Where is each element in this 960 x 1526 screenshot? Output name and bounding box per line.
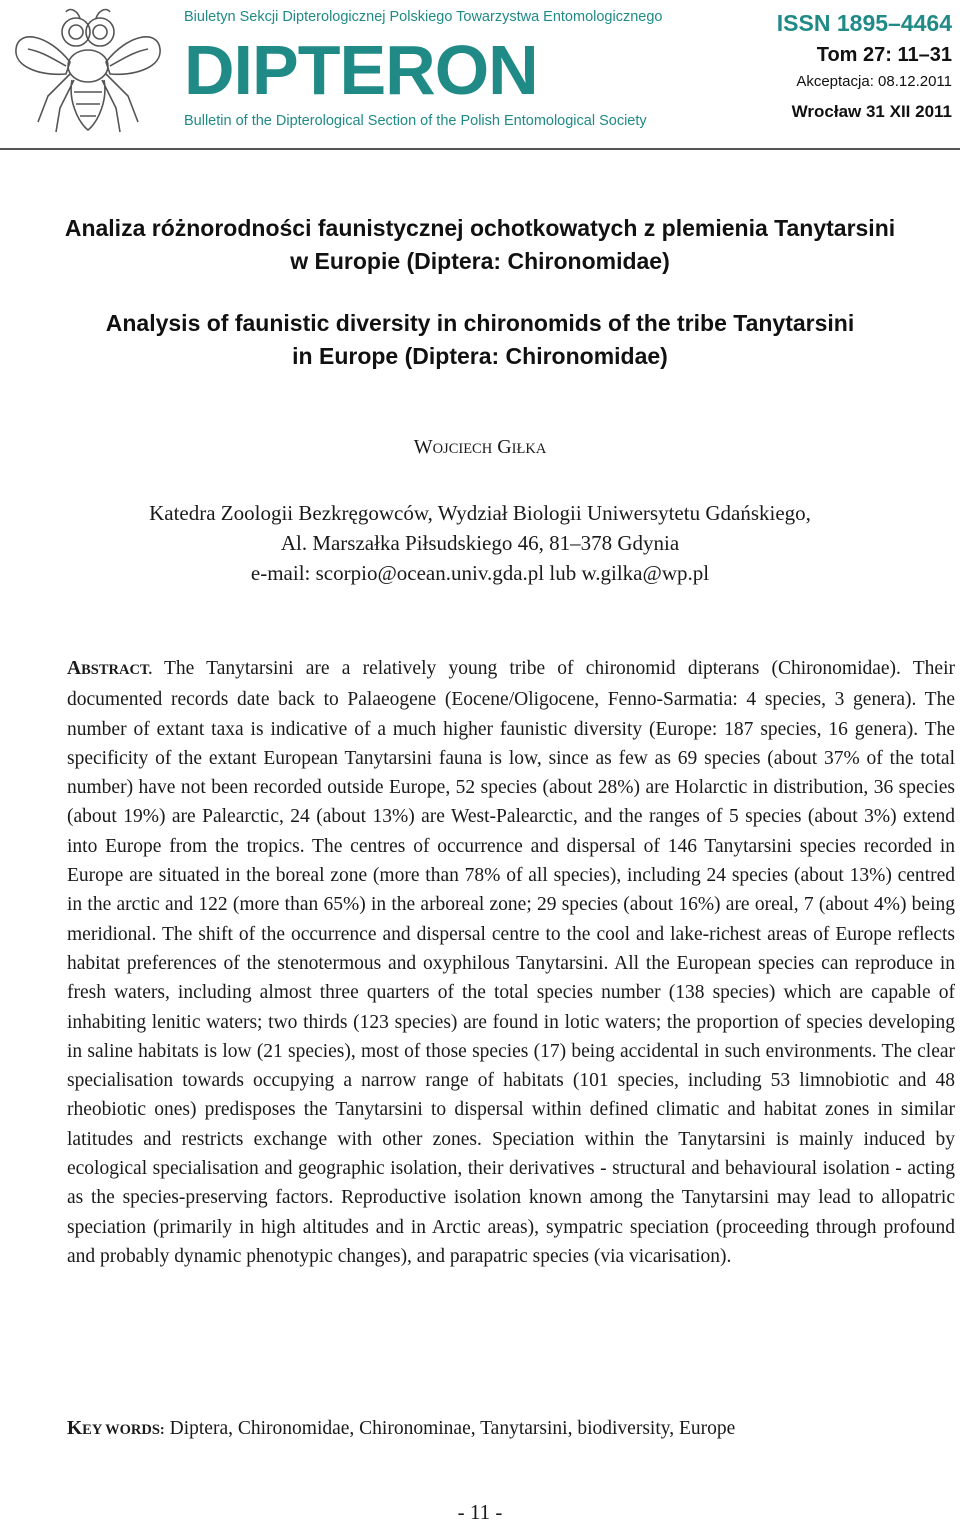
acceptance-date: Akceptacja: 08.12.2011 — [796, 73, 952, 90]
journal-title: DIPTERON — [184, 31, 538, 109]
publication-place-date: Wrocław 31 XII 2011 — [791, 102, 952, 121]
author-affiliation — [20, 498, 940, 588]
author-email[interactable]: e-mail: scorpio@ocean.univ.gda.pl lub w.gilka@wp.pl — [250, 561, 710, 585]
author-name: WOJCIECH GIŁKA — [413, 436, 547, 458]
keywords-text: Diptera, Chironomidae, Chironominae, Tanytarsini, biodiversity, Europe — [164, 1418, 736, 1439]
issn: ISSN 1895–4464 — [776, 10, 952, 36]
abstract-text: The Tanytarsini are a relatively young tribe of chironomid dipterans (Chironomidae). Their documented records date back to Palaeogene (Eocene/Oligocene, Fenno-Sarmatia: 4 species, 3 genera). The number of extant taxa is indicative of a much higher faunistic diversity (Europe: 187 species, 16 genera). The specificity of the extant European Tanytarsini fauna is low, since as few as 69 species (about 37% of the total number) have not been recorded outside Europe, 52 species (about 28%) are Holarctic in distribution, 36 species (about 19%) are Palearctic, 24 (about 13%) are West-Palearctic, and the ranges of 5 species (about 3%) extend into Europe from the tropics. The centres of occurrence and dispersal of 146 Tanytarsini species recorded in Europe are situated in the boreal zone (more than 78% of all species), including 24 species (about 13%) centred in the arctic and 122 (more than 65%) in the arboreal zone; 29 species (about 16%) are oreal, 7 (about 4%) being meridional. The shift of the occurrence and dispersal centre to the cool and lake-richest areas of Europe reflects habitat preferences of the stenotermous and oxyphilous Tanytarsini. All the European species can reproduce in fresh waters, including almost three quarters of the total species number (138 species) which are capable of inhabiting lenitic waters; two thirds (123 species) are found in lotic waters; the proportion of species developing in saline habitats is low (21 species), most of those species (17) being accidental in such environments. The clear specialisation towards occupying a narrow range of habitats (101 species, including 53 limnobiotic and 48 rheobiotic ones) predisposes the Tanytarsini to dispersal within defined climatic and habitat zones in similar latitudes and restricts exchange with other zones. Speciation within the Tanytarsini is mainly induced by ecological specialisation and geographic isolation, their derivatives - structural and behavioural isolation - acting as the species-preserving factors. Reproductive isolation known among the Tanytarsini may lead to allopatric speciation (primarily in high altitudes and in Arctic areas), sympatric speciation (proceeding through profound and probably dynamic phenotypic changes), and parapatric species (via vicarisation). — [67, 658, 955, 1267]
volume-pages: Tom 27: 11–31 — [816, 44, 952, 66]
series-title-pl: Biuletyn Sekcji Dipterologicznej Polskiego Towarzystwa Entomologicznego — [184, 9, 663, 25]
issue-info — [777, 6, 952, 128]
fly-logo-icon — [8, 4, 168, 136]
affiliation-line: Katedra Zoologii Bezkręgowców, Wydział Biologii Uniwersytetu Gdańskiego, — [149, 501, 811, 525]
article-title-en: Analysis of faunistic diversity in chironomids of the tribe Tanytarsini in Europe (Diptera: Chironomidae) — [105, 310, 855, 369]
article-title-pl: Analiza różnorodności faunistycznej ochotkowatych z plemienia Tanytarsini w Europie (Diptera: Chironomidae) — [64, 215, 896, 274]
abstract — [67, 654, 955, 1271]
header-divider — [0, 148, 960, 150]
keywords-label: KEY WORDS: — [67, 1418, 165, 1439]
series-title-en: Bulletin of the Dipterological Section of the Polish Entomological Society — [184, 113, 647, 129]
abstract-label: ABSTRACT. — [67, 658, 153, 679]
affiliation-address: Al. Marszałka Piłsudskiego 46, 81–378 Gdynia — [280, 531, 680, 555]
page-number: - 11 - — [457, 1500, 503, 1524]
keywords — [67, 1414, 955, 1445]
